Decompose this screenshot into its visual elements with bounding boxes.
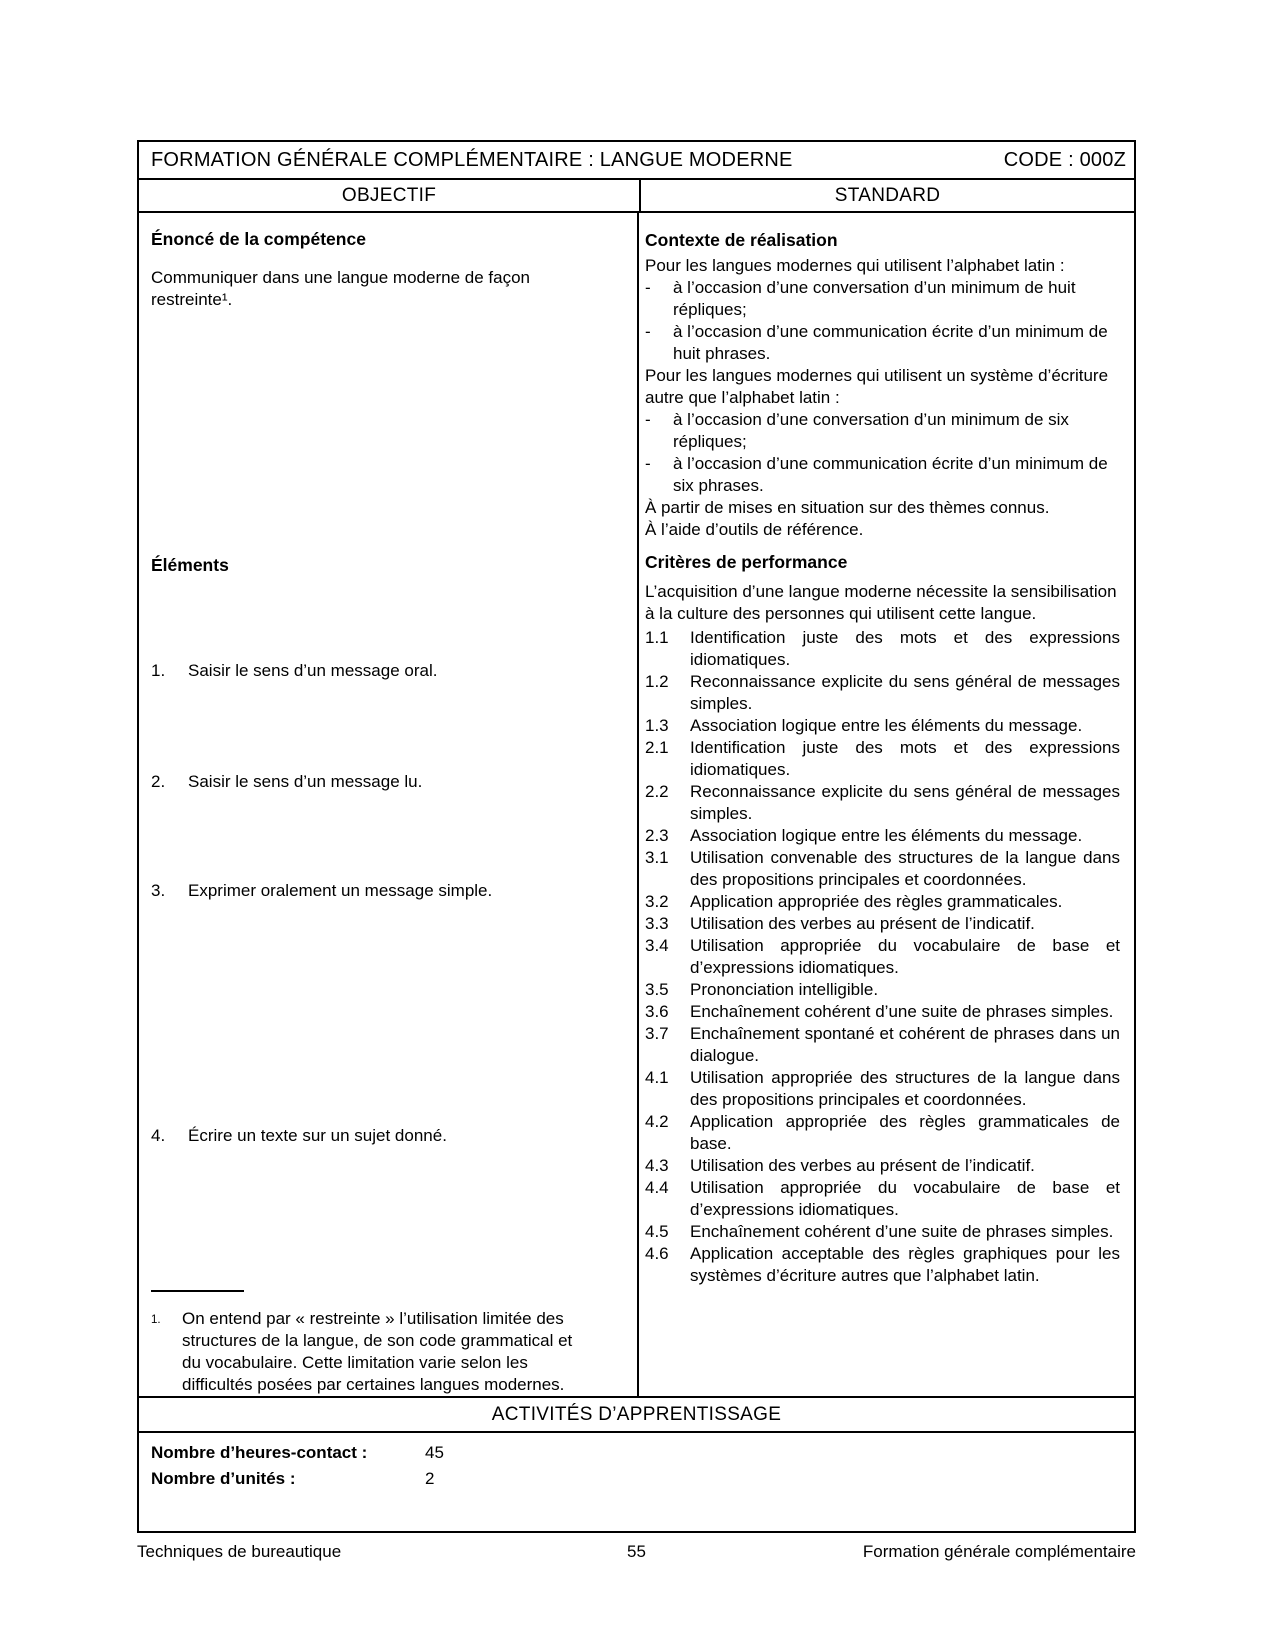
footer-right: Formation générale complémentaire bbox=[862, 1542, 1136, 1561]
critere-item bbox=[645, 935, 1120, 979]
critere-text: Utilisation appropriée du vocabulaire de base et d’expressions idiomatiques. bbox=[690, 936, 1120, 977]
critere-number: 2.3 bbox=[645, 826, 669, 845]
critere-number: 4.2 bbox=[645, 1112, 669, 1131]
footnote-divider bbox=[151, 1290, 244, 1292]
critere-text: Association logique entre les éléments du message. bbox=[690, 716, 1083, 735]
critere-text: Utilisation appropriée du vocabulaire de base et d’expressions idiomatiques. bbox=[690, 1178, 1120, 1219]
dash-bullet: - bbox=[645, 454, 651, 473]
critere-text: Reconnaissance explicite du sens général de messages simples. bbox=[690, 672, 1120, 713]
critere-text: Identification juste des mots et des expressions idiomatiques. bbox=[690, 628, 1120, 669]
critere-text: Enchaînement spontané et cohérent de phrases dans un dialogue. bbox=[690, 1024, 1120, 1065]
heures-contact-label: Nombre d’heures-contact : bbox=[151, 1443, 368, 1462]
unites-value: 2 bbox=[425, 1469, 435, 1488]
critere-item bbox=[645, 847, 1120, 891]
critere-text: Application acceptable des règles graphiques pour les systèmes d’écriture autres que l’alphabet latin. bbox=[690, 1244, 1120, 1285]
element-text: Saisir le sens d’un message oral. bbox=[188, 661, 438, 680]
standard-column bbox=[637, 213, 1134, 1396]
element-item bbox=[151, 880, 621, 902]
element-text: Exprimer oralement un message simple. bbox=[188, 881, 493, 900]
critere-number: 3.7 bbox=[645, 1024, 669, 1043]
critere-item bbox=[645, 1177, 1120, 1221]
critere-number: 4.4 bbox=[645, 1178, 669, 1197]
contexte-outro-2: À l’aide d’outils de référence. bbox=[645, 520, 864, 539]
contexte-bullet-text: à l’occasion d’une communication écrite d’un minimum de huit phrases. bbox=[673, 322, 1108, 363]
activites-heading: ACTIVITÉS D’APPRENTISSAGE bbox=[491, 1403, 782, 1425]
critere-item bbox=[645, 737, 1120, 781]
critere-item bbox=[645, 1067, 1120, 1111]
footnote-text: On entend par « restreinte » l’utilisation limitée des structures de la langue, de son code grammatical et du vocabulaire. Cette limitation varie selon les difficultés posées par certaines langues modernes. bbox=[182, 1309, 573, 1394]
critere-item bbox=[645, 715, 1120, 737]
enonce-heading: Énoncé de la compétence bbox=[151, 229, 366, 249]
critere-item bbox=[645, 825, 1120, 847]
critere-text: Identification juste des mots et des expressions idiomatiques. bbox=[690, 738, 1120, 779]
footnote-number: 1. bbox=[151, 1314, 161, 1326]
table-body-row bbox=[139, 211, 1134, 1396]
contexte-bullet-text: à l’occasion d’une conversation d’un minimum de six répliques; bbox=[673, 410, 1069, 451]
unites-line bbox=[151, 1466, 1122, 1492]
critere-item bbox=[645, 891, 1120, 913]
critere-number: 3.2 bbox=[645, 892, 669, 911]
element-number: 4. bbox=[151, 1126, 166, 1145]
critere-number: 4.3 bbox=[645, 1156, 669, 1175]
objectif-column bbox=[139, 213, 637, 1396]
critere-number: 2.1 bbox=[645, 738, 669, 757]
critere-text: Enchaînement cohérent d’une suite de phrases simples. bbox=[690, 1222, 1114, 1241]
criteres-list bbox=[645, 627, 1120, 1287]
critere-number: 3.4 bbox=[645, 936, 669, 955]
dash-bullet: - bbox=[645, 322, 651, 341]
enonce-text: Communiquer dans une langue moderne de façon restreinte¹. bbox=[151, 268, 530, 309]
element-item bbox=[151, 660, 621, 682]
critere-text: Utilisation convenable des structures de la langue dans des propositions principales et coordonnées. bbox=[690, 848, 1120, 889]
critere-text: Reconnaissance explicite du sens général de messages simples. bbox=[690, 782, 1120, 823]
critere-number: 4.6 bbox=[645, 1244, 669, 1263]
column-header-row bbox=[139, 178, 1134, 211]
critere-text: Utilisation des verbes au présent de l’indicatif. bbox=[690, 1156, 1035, 1175]
element-text: Saisir le sens d’un message lu. bbox=[188, 772, 423, 791]
footer-left: Techniques de bureautique bbox=[137, 1542, 342, 1561]
critere-text: Enchaînement cohérent d’une suite de phrases simples. bbox=[690, 1002, 1114, 1021]
activites-row bbox=[139, 1396, 1134, 1431]
critere-item bbox=[645, 1023, 1120, 1067]
critere-number: 3.5 bbox=[645, 980, 669, 999]
objectif-column-header: OBJECTIF bbox=[341, 184, 437, 206]
critere-text: Application appropriée des règles grammaticales. bbox=[690, 892, 1063, 911]
element-text: Écrire un texte sur un sujet donné. bbox=[188, 1126, 447, 1145]
heures-contact-line bbox=[151, 1440, 1122, 1466]
element-number: 3. bbox=[151, 881, 166, 900]
critere-text: Prononciation intelligible. bbox=[690, 980, 879, 999]
critere-number: 1.1 bbox=[645, 628, 669, 647]
doc-code: CODE : 000Z bbox=[1003, 148, 1126, 171]
critere-item bbox=[645, 979, 1120, 1001]
critere-item bbox=[645, 671, 1120, 715]
critere-number: 4.5 bbox=[645, 1222, 669, 1241]
critere-number: 1.2 bbox=[645, 672, 669, 691]
learning-hours-row bbox=[139, 1431, 1134, 1531]
footnote bbox=[151, 1308, 606, 1396]
criteres-heading: Critères de performance bbox=[645, 552, 848, 572]
doc-title: FORMATION GÉNÉRALE COMPLÉMENTAIRE : LANGUE MODERNE bbox=[151, 148, 793, 171]
critere-item bbox=[645, 1221, 1120, 1243]
unites-label: Nombre d’unités : bbox=[151, 1469, 296, 1488]
critere-text: Utilisation des verbes au présent de l’indicatif. bbox=[690, 914, 1035, 933]
critere-item bbox=[645, 627, 1120, 671]
element-item bbox=[151, 1125, 621, 1147]
contexte-bullet-text: à l’occasion d’une conversation d’un minimum de huit répliques; bbox=[673, 278, 1076, 319]
contexte-bullet bbox=[645, 277, 1120, 321]
critere-number: 2.2 bbox=[645, 782, 669, 801]
critere-number: 4.1 bbox=[645, 1068, 669, 1087]
criteres-intro: L’acquisition d’une langue moderne nécessite la sensibilisation à la culture des personnes qui utilisent cette langue. bbox=[645, 582, 1117, 623]
contexte-heading: Contexte de réalisation bbox=[645, 230, 838, 250]
contexte-bullet bbox=[645, 453, 1120, 497]
contexte-bullet bbox=[645, 321, 1120, 365]
critere-number: 1.3 bbox=[645, 716, 669, 735]
critere-number: 3.6 bbox=[645, 1002, 669, 1021]
critere-number: 3.1 bbox=[645, 848, 669, 867]
critere-item bbox=[645, 913, 1120, 935]
critere-item bbox=[645, 1001, 1120, 1023]
element-item bbox=[151, 771, 621, 793]
critere-text: Application appropriée des règles grammaticales de base. bbox=[690, 1112, 1120, 1153]
contexte-intro-latin: Pour les langues modernes qui utilisent l’alphabet latin : bbox=[645, 256, 1065, 275]
critere-text: Utilisation appropriée des structures de la langue dans des propositions principales et coordonnées. bbox=[690, 1068, 1120, 1109]
contexte-outro-1: À partir de mises en situation sur des thèmes connus. bbox=[645, 498, 1050, 517]
critere-text: Association logique entre les éléments du message. bbox=[690, 826, 1083, 845]
heures-contact-value: 45 bbox=[425, 1443, 444, 1462]
dash-bullet: - bbox=[645, 278, 651, 297]
critere-item bbox=[645, 1155, 1120, 1177]
critere-item bbox=[645, 1111, 1120, 1155]
element-number: 2. bbox=[151, 772, 166, 791]
competency-table bbox=[137, 140, 1136, 1533]
critere-item bbox=[645, 1243, 1120, 1287]
elements-heading: Éléments bbox=[151, 555, 229, 575]
contexte-intro-nonlatin: Pour les langues modernes qui utilisent un système d’écriture autre que l’alphabet latin : bbox=[645, 366, 1109, 407]
contexte-bullet-text: à l’occasion d’une communication écrite d’un minimum de six phrases. bbox=[673, 454, 1108, 495]
critere-item bbox=[645, 781, 1120, 825]
element-number: 1. bbox=[151, 661, 166, 680]
contexte-bullet bbox=[645, 409, 1120, 453]
table-title-row bbox=[139, 142, 1134, 178]
page-footer bbox=[137, 1542, 1136, 1562]
dash-bullet: - bbox=[645, 410, 651, 429]
page-number: 55 bbox=[627, 1542, 646, 1561]
critere-number: 3.3 bbox=[645, 914, 669, 933]
standard-column-header: STANDARD bbox=[639, 180, 1134, 211]
